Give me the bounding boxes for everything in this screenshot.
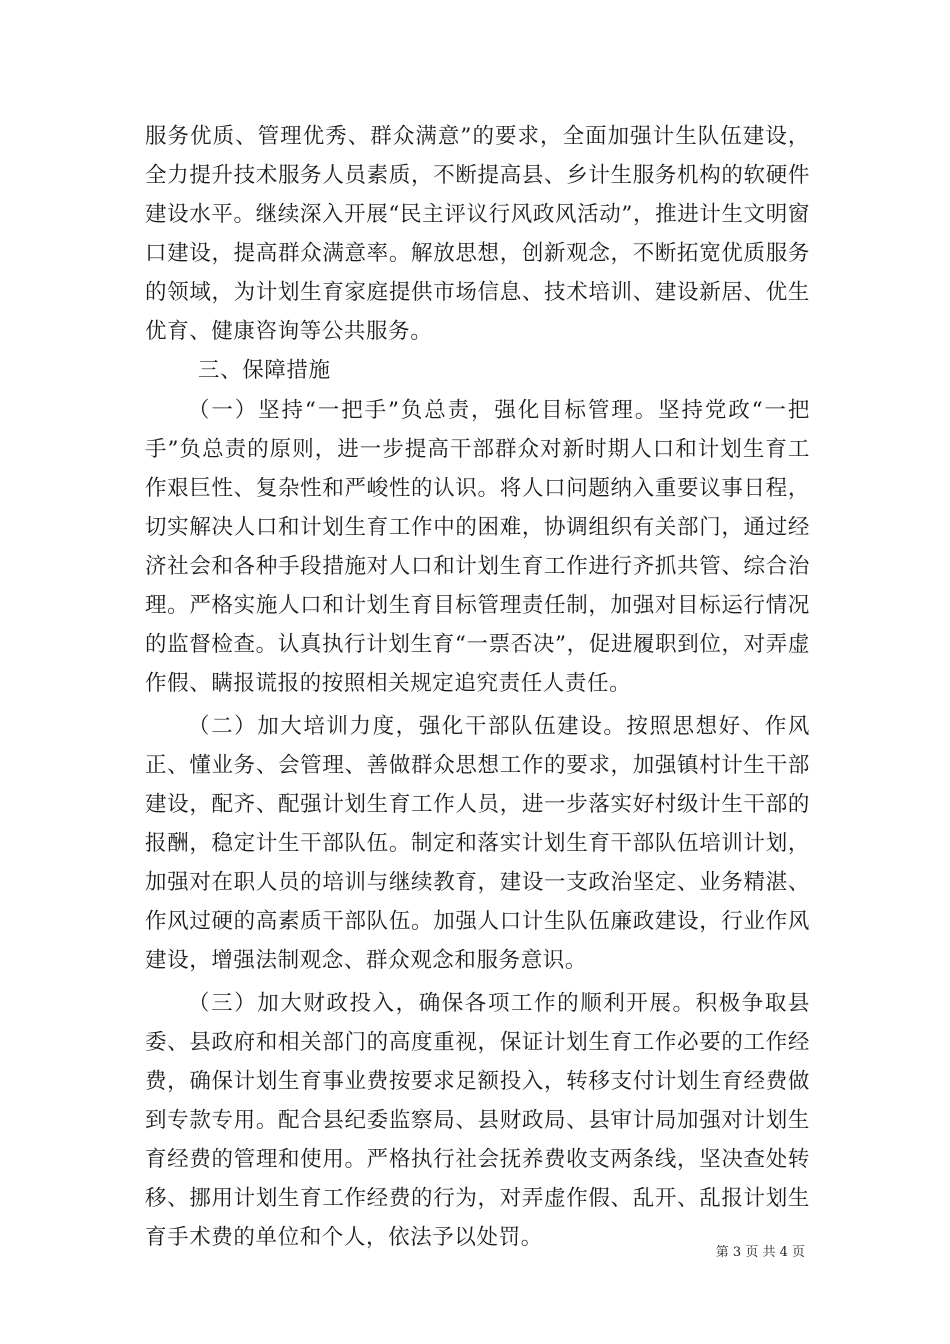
document-body bbox=[145, 117, 810, 1257]
page-number-label: 第 3 页 共 4 页 bbox=[715, 1245, 805, 1260]
measure-paragraph-1: （一）坚持“一把手”负总责，强化目标管理。坚持党政“一把手”负总责的原则，进一步提高干部群众对新时期人口和计划生育工作艰巨性、复杂性和严峻性的认识。将人口问题纳入重要议事日程，切实解决人口和计划生育工作中的困难，协调组织有关部门，通过经济社会和各种手段措施对人口和计划生育工作进行齐抓共管、综合治理。严格实施人口和计划生育目标管理责任制，加强对目标运行情况的监督检查。认真执行计划生育“一票否决”，促进履职到位，对弄虚作假、瞒报谎报的按照相关规定追究责任人责任。 bbox=[145, 398, 810, 696]
page-footer bbox=[0, 1244, 805, 1262]
section-heading: 三、保障措施 bbox=[198, 358, 331, 383]
measure-paragraph-3: （三）加大财政投入，确保各项工作的顺利开展。积极争取县委、县政府和相关部门的高度重视，保证计划生育工作必要的工作经费，确保计划生育事业费按要求足额投入，转移支付计划生育经费做到专款专用。配合县纪委监察局、县财政局、县审计局加强对计划生育经费的管理和使用。严格执行社会抚养费收支两条线，坚决查处转移、挪用计划生育工作经费的行为，对弄虚作假、乱开、乱报计划生育手术费的单位和个人，依法予以处罚。 bbox=[145, 991, 810, 1250]
measure-paragraph-2: （二）加大培训力度，强化干部队伍建设。按照思想好、作风正、懂业务、会管理、善做群众思想工作的要求，加强镇村计生干部建设，配齐、配强计划生育工作人员，进一步落实好村级计生干部的报酬，稳定计生干部队伍。制定和落实计划生育干部队伍培训计划，加强对在职人员的培训与继续教育，建设一支政治坚定、业务精湛、作风过硬的高素质干部队伍。加强人口计生队伍廉政建设，行业作风建设，增强法制观念、群众观念和服务意识。 bbox=[145, 714, 810, 973]
intro-paragraph: 服务优质、管理优秀、群众满意”的要求，全面加强计生队伍建设，全力提升技术服务人员素质，不断提高县、乡计生服务机构的软硬件建设水平。继续深入开展“民主评议行风政风活动”，推进计生文明窗口建设，提高群众满意率。解放思想，创新观念，不断拓宽优质服务的领域，为计划生育家庭提供市场信息、技术培训、建设新居、优生优育、健康咨询等公共服务。 bbox=[145, 124, 810, 344]
